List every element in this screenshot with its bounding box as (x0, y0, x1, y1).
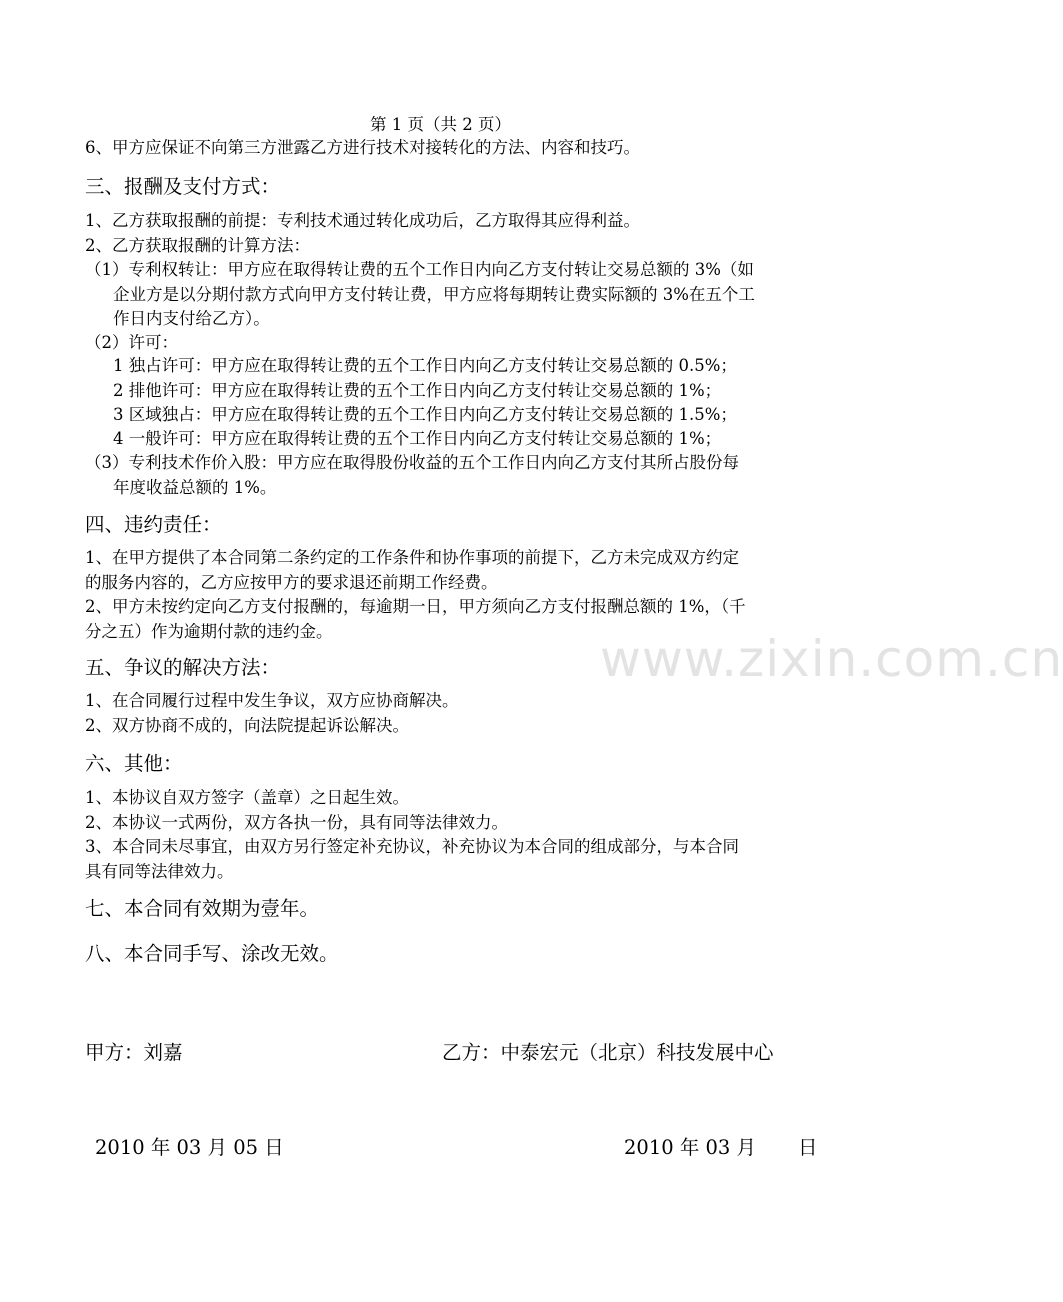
party-b-signature: 乙方：中泰宏元（北京）科技发展中心 (442, 1041, 774, 1064)
section-4-item-1-line-1: 1、在甲方提供了本合同第二条约定的工作条件和协作事项的前提下，乙方未完成双方约定 (85, 548, 739, 567)
section-4-item-2-line-1: 2、甲方未按约定向乙方支付报酬的，每逾期一日，甲方须向乙方支付报酬总额的 1%，（千 (85, 597, 746, 616)
license-item-3: 3 区域独占：甲方应在取得转让费的五个工作日内向乙方支付转让交易总额的 1.5%； (113, 405, 737, 424)
section-6-heading: 六、其他： (85, 752, 183, 775)
section-7: 七、本合同有效期为壹年。 (85, 897, 320, 920)
section-5-item-2: 2、双方协商不成的，向法院提起诉讼解决。 (85, 716, 409, 735)
section-3-sub-3-line-1: （3）专利技术作价入股：甲方应在取得股份收益的五个工作日内向乙方支付其所占股份每 (85, 453, 739, 472)
clause-6: 6、甲方应保证不向第三方泄露乙方进行技术对接转化的方法、内容和技巧。 (85, 138, 640, 157)
section-5-heading: 五、争议的解决方法： (85, 656, 281, 679)
party-b-date-year-month: 2010 年 03 月 (624, 1136, 757, 1159)
section-3-sub-1-line-1: （1）专利权转让：甲方应在取得转让费的五个工作日内向乙方支付转让交易总额的 3%（如 (85, 260, 754, 279)
watermark-text: www.zixin.com.cn (600, 630, 1063, 688)
section-6-item-2: 2、本协议一式两份，双方各执一份，具有同等法律效力。 (85, 813, 508, 832)
section-8: 八、本合同手写、涂改无效。 (85, 942, 339, 965)
party-a-date: 2010 年 03 月 05 日 (95, 1136, 284, 1159)
license-item-4: 4 一般许可：甲方应在取得转让费的五个工作日内向乙方支付转让交易总额的 1%； (113, 429, 722, 448)
section-3-sub-1-line-2: 企业方是以分期付款方式向甲方支付转让费，甲方应将每期转让费实际额的 3%在五个工 (113, 285, 755, 304)
party-b-date-day: 日 (798, 1136, 818, 1159)
section-4-item-1-line-2: 的服务内容的，乙方应按甲方的要求退还前期工作经费。 (85, 573, 498, 592)
section-3-sub-2: （2）许可： (85, 333, 178, 352)
section-3-item-1: 1、乙方获取报酬的前提：专利技术通过转化成功后，乙方取得其应得利益。 (85, 211, 640, 230)
section-3-heading: 三、报酬及支付方式： (85, 175, 281, 198)
section-4-heading: 四、违约责任： (85, 513, 222, 536)
section-6-item-3-line-2: 具有同等法律效力。 (85, 862, 234, 881)
party-a-signature: 甲方：刘嘉 (85, 1041, 183, 1064)
section-4-item-2-line-2: 分之五）作为逾期付款的违约金。 (85, 622, 333, 641)
section-5-item-1: 1、在合同履行过程中发生争议，双方应协商解决。 (85, 691, 459, 710)
section-6-item-1: 1、本协议自双方签字（盖章）之日起生效。 (85, 788, 409, 807)
section-3-item-2: 2、乙方获取报酬的计算方法： (85, 236, 310, 255)
section-3-sub-1-line-3: 作日内支付给乙方）。 (113, 309, 270, 328)
section-3-sub-3-line-2: 年度收益总额的 1%。 (113, 478, 277, 497)
page-header: 第 1 页（共 2 页） (370, 115, 511, 134)
section-6-item-3-line-1: 3、本合同未尽事宜，由双方另行签定补充协议，补充协议为本合同的组成部分，与本合同 (85, 837, 739, 856)
license-item-1: 1 独占许可：甲方应在取得转让费的五个工作日内向乙方支付转让交易总额的 0.5%； (113, 356, 737, 375)
license-item-2: 2 排他许可：甲方应在取得转让费的五个工作日内向乙方支付转让交易总额的 1%； (113, 381, 722, 400)
